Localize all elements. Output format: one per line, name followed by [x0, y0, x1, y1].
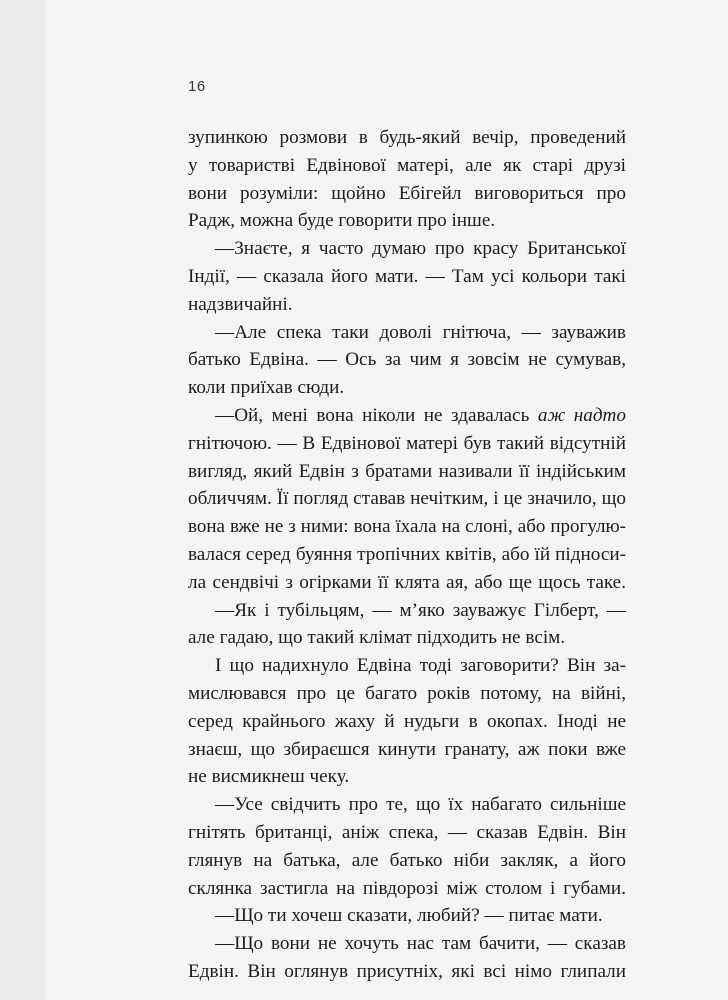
text-run: —Ой, мені вона ніколи не здавалась	[215, 404, 538, 426]
text-line: мислювався про це багато років потому, на війні,	[188, 682, 626, 704]
book-page	[45, 0, 728, 1000]
text-line: обличчям. Її погляд ставав нечітким, і це значило, що	[188, 488, 626, 510]
text-line: вони розуміли: щойно Ебігейл виговориться про	[188, 182, 626, 204]
text-line: вигляд, який Едвін з братами називали її індійським	[188, 460, 626, 482]
text-line: І що надихнуло Едвіна тоді заговорити? Він за-	[215, 655, 626, 677]
text-line: коли приїхав сюди.	[188, 377, 345, 399]
text-line: —Що вони не хочуть нас там бачити, — сказав	[215, 933, 626, 955]
italic-emphasis: аж надто	[537, 404, 626, 426]
text-line: у товаристві Едвінової матері, але як старі друзі	[188, 154, 626, 176]
text-line	[188, 402, 626, 430]
text-line: ла сендвічі з огірками її клята ая, або ще щось таке.	[188, 571, 626, 593]
text-line: батько Едвіна. — Ось за чим я зовсім не сумував,	[188, 349, 626, 371]
page-number: 16	[188, 78, 206, 95]
text-line: гнітять британці, аніж спека, — сказав Едвін. Він	[188, 821, 626, 843]
text-line: —Що ти хочеш сказати, любий? — питає мати.	[215, 905, 603, 927]
text-line: не висмикнеш чеку.	[188, 766, 350, 788]
text-line: склянка застигла на півдорозі між столом і губами.	[188, 877, 626, 899]
text-line: —Як і тубільцям, — м’яко зауважує Гілберт, —	[215, 599, 626, 621]
text-line: глянув на батька, але батько ніби закляк, а його	[188, 849, 626, 871]
text-line: але гадаю, що такий клімат підходить не всім.	[188, 627, 566, 649]
text-line: зупинкою розмови в будь-який вечір, проведений	[188, 127, 626, 148]
text-line: Індії, — сказала його мати. — Там усі кольори такі	[188, 265, 626, 287]
text-line: серед крайнього жаху й нудьги в окопах. Іноді не	[188, 710, 626, 732]
text-line: знаєш, що збираєшся кинути гранату, аж поки вже	[188, 738, 626, 760]
text-line: —Але спека таки доволі гнітюча, — зауважив	[215, 321, 626, 343]
body-text	[188, 124, 626, 986]
text-line: надзвичайні.	[188, 293, 293, 315]
text-line: гнітючою. — В Едвінової матері був такий відсутній	[188, 432, 626, 454]
text-line: вона вже не з ними: вона їхала на слоні, або прогулю-	[188, 516, 626, 538]
text-line: валася серед буяння тропічних квітів, або їй підноси-	[188, 543, 626, 565]
text-line: Радж, можна буде говорити про інше.	[188, 210, 496, 232]
text-line: Едвін. Він оглянув присутніх, які всі німо глипали	[188, 960, 626, 982]
text-line: —Усе свідчить про те, що їх набагато сильніше	[215, 794, 626, 816]
text-line: —Знаєте, я часто думаю про красу Британської	[215, 238, 626, 260]
